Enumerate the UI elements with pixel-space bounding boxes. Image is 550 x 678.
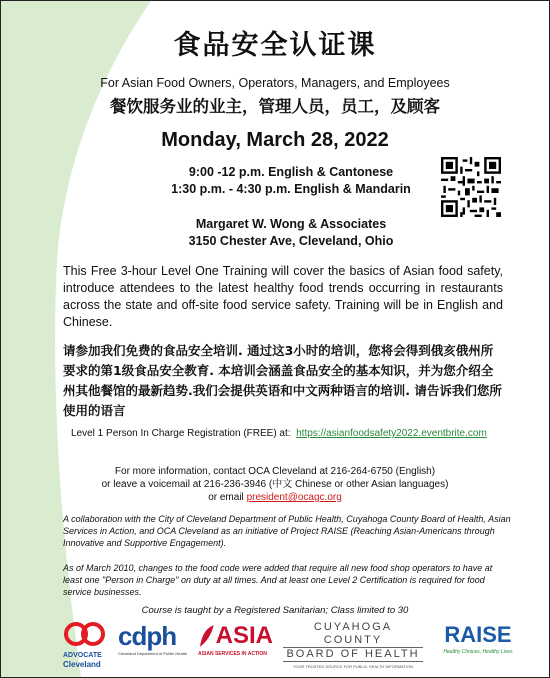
sponsor-logos [63,621,533,669]
venue [161,216,421,250]
cuyahoga-board-logo [283,621,423,669]
oca-logo-line1: ADVOCATE [63,652,102,659]
event-date: Monday, March 28, 2022 [161,129,389,151]
asia-caption: ASIAN SERVICES IN ACTION [198,651,267,657]
session-time-2: 1:30 p.m. - 4:30 p.m. English & Mandarin [171,182,411,196]
collaboration-note: A collaboration with the City of Cleveland Department of Public Health, Cuyahoga County Board of Health, Asian Services in Action, and OCA Cleveland as an initiative of Project RAISE (Reaching Asian-Americans through Innovative and Supportive Engagement). [63,514,511,548]
session-time-1: 9:00 -12 p.m. English & Cantonese [188,165,394,179]
asia-leaf-icon [198,623,216,649]
venue-name: Margaret W. Wong & Associates [195,217,387,231]
raise-caption: Healthy Choices, Healthy Lives [443,649,513,655]
raise-logo [443,621,513,655]
oca-mark-icon [63,621,113,647]
page-title: 食品安全认证课 [173,30,377,61]
subtitle-chinese: 餐饮服务业的业主，管理人员，员工，及顾客 [110,97,440,116]
cdph-logo [118,621,193,656]
cuyahoga-line1: CUYAHOGA COUNTY [313,621,393,646]
contact-line-3 [1,491,549,504]
contact-email-prefix: or email [208,492,247,503]
contact-info [1,465,549,504]
cdph-caption: Cleveland Department of Public Health [118,651,187,656]
cuyahoga-line3: YOUR TRUSTED SOURCE FOR PUBLIC HEALTH INFORMATION [292,664,414,669]
cuyahoga-line2: BOARD OF HEALTH [283,647,423,662]
cdph-mark: cdph [118,621,177,651]
oca-advocate-logo [63,621,113,669]
contact-email-link[interactable]: president@ocagc.org [246,492,342,503]
venue-address: 3150 Chester Ave, Cleveland, Ohio [188,234,394,248]
subtitle-english: For Asian Food Owners, Operators, Managers, and Employees [100,76,450,90]
registration-label: Level 1 Person In Charge Registration (FREE) at: [71,428,291,439]
training-description-english: This Free 3-hour Level One Training will cover the basics of Asian food safety, introduce attendees to the latest healthy food trends occurring in restaurants across the state and off-site food service safety. Training will be in English and Chinese. [63,264,503,329]
course-note: Course is taught by a Registered Sanitarian; Class limited to 30 [141,605,409,616]
food-code-note: As of March 2010, changes to the food code were added that require all new food shop operators to have at least one "Person in Charge" on duty at all times. And at least one Level 2 Certification is required for food service businesses. [63,563,493,597]
contact-line-1: For more information, contact OCA Cleveland at 216-264-6750 (English) [114,466,436,477]
registration-line [71,428,531,439]
qr-code-icon[interactable] [441,157,501,217]
oca-logo-line2: Cleveland [63,660,101,669]
session-times [161,164,421,198]
training-description-chinese: 请参加我们免费的食品安全培训. 通过这3小时的培训，您将会得到俄亥俄州所要求的第1级食品安全教育. 本培训会涵盖食品安全的基本知识，并为您介绍全州其他餐馆的最新趋势.我们会提供英语和中文两种语言的培训. 请告诉我们您所使用的语言 [63,343,502,418]
asia-mark: ASIA [215,622,273,649]
contact-line-2: or leave a voicemail at 216-236-3946 (中文 Chinese or other Asian languages) [101,479,449,490]
registration-link[interactable]: https://asianfoodsafety2022.eventbrite.com [296,428,487,439]
asia-logo [198,621,273,657]
raise-mark: RAISE [444,622,512,647]
